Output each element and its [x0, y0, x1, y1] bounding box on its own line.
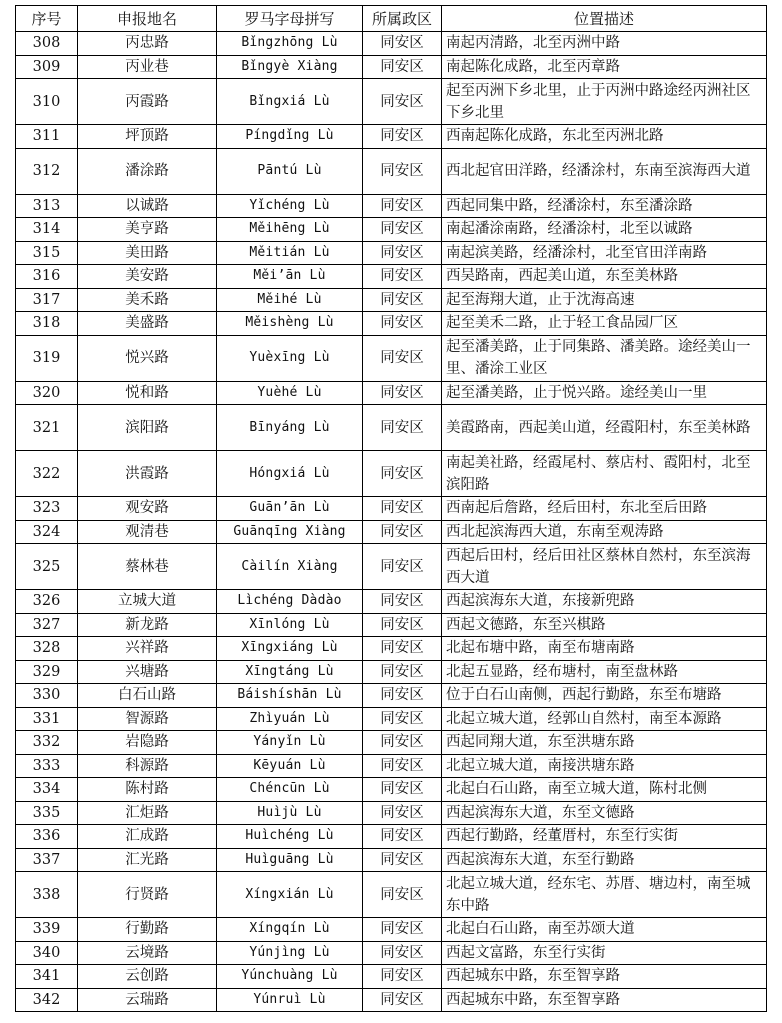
cell-serial-number: 325 — [16, 544, 78, 590]
cell-serial-number: 316 — [16, 265, 78, 289]
cell-location-description: 北起立城大道，南接洪塘东路 — [442, 754, 767, 778]
cell-location-description: 西起同翔大道，东至洪塘东路 — [442, 731, 767, 755]
cell-pinyin: Zhìyuán Lù — [217, 707, 363, 731]
cell-location-description: 西起滨海东大道，东接新兜路 — [442, 590, 767, 614]
cell-road-name: 蔡林巷 — [78, 544, 217, 590]
cell-pinyin: Pāntú Lù — [217, 148, 363, 194]
table-row — [16, 520, 767, 544]
cell-district: 同安区 — [363, 381, 442, 405]
table-row — [16, 241, 767, 265]
cell-district: 同安区 — [363, 451, 442, 497]
cell-serial-number: 321 — [16, 405, 78, 451]
cell-district: 同安区 — [363, 731, 442, 755]
cell-pinyin: Càilín Xiàng — [217, 544, 363, 590]
cell-pinyin: Kēyuán Lù — [217, 754, 363, 778]
cell-road-name: 云瑞路 — [78, 988, 217, 1012]
cell-serial-number: 341 — [16, 965, 78, 989]
cell-pinyin: Guānqīng Xiàng — [217, 520, 363, 544]
cell-serial-number: 313 — [16, 194, 78, 218]
cell-district: 同安区 — [363, 79, 442, 125]
cell-location-description: 起至美禾二路，止于轻工食品园厂区 — [442, 312, 767, 336]
cell-pinyin: Měihēng Lù — [217, 218, 363, 242]
cell-location-description: 西吴路南，西起美山道，东至美林路 — [442, 265, 767, 289]
cell-location-description: 南起潘涂南路，经潘涂村，北至以诚路 — [442, 218, 767, 242]
cell-road-name: 兴祥路 — [78, 637, 217, 661]
cell-road-name: 美亨路 — [78, 218, 217, 242]
cell-district: 同安区 — [363, 194, 442, 218]
cell-location-description: 西起文富路，东至行实街 — [442, 941, 767, 965]
cell-serial-number: 337 — [16, 848, 78, 872]
cell-location-description: 位于白石山南侧，西起行勤路，东至布塘路 — [442, 684, 767, 708]
cell-location-description: 西起城东中路，东至智享路 — [442, 965, 767, 989]
header-serial-number: 序号 — [16, 6, 78, 32]
cell-district: 同安区 — [363, 288, 442, 312]
cell-district: 同安区 — [363, 55, 442, 79]
table-row — [16, 848, 767, 872]
cell-serial-number: 336 — [16, 825, 78, 849]
cell-pinyin: Bǐngyè Xiàng — [217, 55, 363, 79]
cell-district: 同安区 — [363, 520, 442, 544]
cell-district: 同安区 — [363, 754, 442, 778]
cell-location-description: 北起立城大道，经东宅、苏厝、塘边村，南至城东中路 — [442, 872, 767, 918]
cell-district: 同安区 — [363, 965, 442, 989]
cell-district: 同安区 — [363, 941, 442, 965]
cell-road-name: 汇炬路 — [78, 801, 217, 825]
cell-pinyin: Měishèng Lù — [217, 312, 363, 336]
cell-location-description: 起至丙洲下乡北里，止于丙洲中路途经丙洲社区下乡北里 — [442, 79, 767, 125]
cell-serial-number: 326 — [16, 590, 78, 614]
cell-serial-number: 329 — [16, 660, 78, 684]
cell-district: 同安区 — [363, 825, 442, 849]
cell-serial-number: 340 — [16, 941, 78, 965]
cell-serial-number: 338 — [16, 872, 78, 918]
cell-road-name: 行勤路 — [78, 918, 217, 942]
table-header-row — [16, 6, 767, 32]
cell-serial-number: 311 — [16, 125, 78, 149]
cell-pinyin: Xīngtáng Lù — [217, 660, 363, 684]
table-row — [16, 148, 767, 194]
cell-road-name: 悦兴路 — [78, 335, 217, 381]
cell-serial-number: 323 — [16, 497, 78, 521]
cell-road-name: 美禾路 — [78, 288, 217, 312]
cell-serial-number: 322 — [16, 451, 78, 497]
cell-district: 同安区 — [363, 778, 442, 802]
table-row — [16, 637, 767, 661]
cell-location-description: 南起美社路，经霞尾村、蔡店村、霞阳村，北至滨阳路 — [442, 451, 767, 497]
cell-road-name: 新龙路 — [78, 613, 217, 637]
cell-location-description: 北起白石山路，南至苏颂大道 — [442, 918, 767, 942]
table-row — [16, 32, 767, 56]
cell-district: 同安区 — [363, 684, 442, 708]
road-name-table — [15, 5, 767, 1012]
cell-pinyin: Xīnlóng Lù — [217, 613, 363, 637]
cell-serial-number: 319 — [16, 335, 78, 381]
cell-location-description: 西南起陈化成路，东北至丙洲北路 — [442, 125, 767, 149]
table-row — [16, 707, 767, 731]
table-row — [16, 335, 767, 381]
cell-road-name: 滨阳路 — [78, 405, 217, 451]
cell-road-name: 丙霞路 — [78, 79, 217, 125]
cell-serial-number: 334 — [16, 778, 78, 802]
cell-serial-number: 332 — [16, 731, 78, 755]
cell-road-name: 观清巷 — [78, 520, 217, 544]
cell-road-name: 行贤路 — [78, 872, 217, 918]
cell-road-name: 悦和路 — [78, 381, 217, 405]
cell-district: 同安区 — [363, 241, 442, 265]
cell-serial-number: 331 — [16, 707, 78, 731]
cell-road-name: 丙忠路 — [78, 32, 217, 56]
cell-serial-number: 335 — [16, 801, 78, 825]
cell-pinyin: Xíngqín Lù — [217, 918, 363, 942]
table-row — [16, 218, 767, 242]
cell-location-description: 北起布塘中路，南至布塘南路 — [442, 637, 767, 661]
cell-location-description: 西起后田村，经后田社区蔡林自然村，东至滨海西大道 — [442, 544, 767, 590]
table-row — [16, 55, 767, 79]
cell-serial-number: 315 — [16, 241, 78, 265]
table-row — [16, 965, 767, 989]
header-district: 所属政区 — [363, 6, 442, 32]
cell-serial-number: 333 — [16, 754, 78, 778]
cell-district: 同安区 — [363, 544, 442, 590]
cell-pinyin: Měi’ān Lù — [217, 265, 363, 289]
cell-road-name: 美盛路 — [78, 312, 217, 336]
table-row — [16, 613, 767, 637]
table-row — [16, 825, 767, 849]
cell-location-description: 北起五显路，经布塘村，南至盘林路 — [442, 660, 767, 684]
header-road-name: 申报地名 — [78, 6, 217, 32]
cell-location-description: 起至潘美路，止于悦兴路。途经美山一里 — [442, 381, 767, 405]
cell-district: 同安区 — [363, 918, 442, 942]
table-row — [16, 405, 767, 451]
table-row — [16, 79, 767, 125]
cell-district: 同安区 — [363, 312, 442, 336]
cell-pinyin: Měihé Lù — [217, 288, 363, 312]
cell-location-description: 西起滨海东大道，东至行勤路 — [442, 848, 767, 872]
cell-location-description: 西起行勤路，经董厝村，东至行实街 — [442, 825, 767, 849]
cell-serial-number: 310 — [16, 79, 78, 125]
cell-road-name: 陈村路 — [78, 778, 217, 802]
cell-serial-number: 339 — [16, 918, 78, 942]
cell-location-description: 西北起滨海西大道，东南至观涛路 — [442, 520, 767, 544]
cell-road-name: 岩隐路 — [78, 731, 217, 755]
cell-road-name: 丙业巷 — [78, 55, 217, 79]
cell-road-name: 汇光路 — [78, 848, 217, 872]
cell-road-name: 立城大道 — [78, 590, 217, 614]
table-row — [16, 590, 767, 614]
cell-road-name: 潘涂路 — [78, 148, 217, 194]
cell-pinyin: Chéncūn Lù — [217, 778, 363, 802]
cell-pinyin: Yúnjìng Lù — [217, 941, 363, 965]
cell-district: 同安区 — [363, 148, 442, 194]
cell-road-name: 洪霞路 — [78, 451, 217, 497]
cell-location-description: 美霞路南，西起美山道，经霞阳村，东至美林路 — [442, 405, 767, 451]
cell-road-name: 观安路 — [78, 497, 217, 521]
table-row — [16, 988, 767, 1012]
cell-pinyin: Báishíshān Lù — [217, 684, 363, 708]
cell-location-description: 西起文德路，东至兴棋路 — [442, 613, 767, 637]
cell-district: 同安区 — [363, 707, 442, 731]
cell-pinyin: Xīngxiáng Lù — [217, 637, 363, 661]
cell-district: 同安区 — [363, 613, 442, 637]
table-row — [16, 754, 767, 778]
table-row — [16, 918, 767, 942]
cell-road-name: 坪顶路 — [78, 125, 217, 149]
cell-district: 同安区 — [363, 988, 442, 1012]
table-row — [16, 497, 767, 521]
table-row — [16, 194, 767, 218]
table-row — [16, 872, 767, 918]
table-row — [16, 125, 767, 149]
cell-road-name: 云创路 — [78, 965, 217, 989]
table-row — [16, 288, 767, 312]
header-location-description: 位置描述 — [442, 6, 767, 32]
cell-location-description: 南起陈化成路，北至丙章路 — [442, 55, 767, 79]
table-row — [16, 451, 767, 497]
cell-serial-number: 328 — [16, 637, 78, 661]
cell-serial-number: 327 — [16, 613, 78, 637]
cell-road-name: 美安路 — [78, 265, 217, 289]
cell-pinyin: Yǐchéng Lù — [217, 194, 363, 218]
cell-location-description: 西起滨海东大道，东至文德路 — [442, 801, 767, 825]
cell-serial-number: 308 — [16, 32, 78, 56]
cell-road-name: 白石山路 — [78, 684, 217, 708]
cell-serial-number: 330 — [16, 684, 78, 708]
cell-pinyin: Hóngxiá Lù — [217, 451, 363, 497]
cell-location-description: 起至海翔大道，止于沈海高速 — [442, 288, 767, 312]
header-pinyin: 罗马字母拼写 — [217, 6, 363, 32]
cell-district: 同安区 — [363, 32, 442, 56]
cell-district: 同安区 — [363, 801, 442, 825]
cell-serial-number: 312 — [16, 148, 78, 194]
cell-pinyin: Huìchéng Lù — [217, 825, 363, 849]
cell-road-name: 云境路 — [78, 941, 217, 965]
cell-location-description: 北起白石山路，南至立城大道，陈村北侧 — [442, 778, 767, 802]
table-row — [16, 544, 767, 590]
cell-district: 同安区 — [363, 125, 442, 149]
table-row — [16, 941, 767, 965]
cell-pinyin: Lìchéng Dàdào — [217, 590, 363, 614]
cell-road-name: 以诚路 — [78, 194, 217, 218]
cell-road-name: 美田路 — [78, 241, 217, 265]
cell-district: 同安区 — [363, 848, 442, 872]
cell-serial-number: 324 — [16, 520, 78, 544]
cell-location-description: 南起滨美路，经潘涂村，北至官田洋南路 — [442, 241, 767, 265]
cell-location-description: 西起同集中路，经潘涂村，东至潘涂路 — [442, 194, 767, 218]
cell-road-name: 科源路 — [78, 754, 217, 778]
cell-pinyin: Bīnyáng Lù — [217, 405, 363, 451]
cell-district: 同安区 — [363, 497, 442, 521]
cell-pinyin: Yuèxīng Lù — [217, 335, 363, 381]
cell-pinyin: Huìjù Lù — [217, 801, 363, 825]
cell-pinyin: Yányǐn Lù — [217, 731, 363, 755]
cell-road-name: 汇成路 — [78, 825, 217, 849]
table-row — [16, 684, 767, 708]
cell-road-name: 兴塘路 — [78, 660, 217, 684]
cell-district: 同安区 — [363, 660, 442, 684]
cell-serial-number: 317 — [16, 288, 78, 312]
cell-location-description: 西北起官田洋路，经潘涂村，东南至滨海西大道 — [442, 148, 767, 194]
cell-district: 同安区 — [363, 637, 442, 661]
table-row — [16, 660, 767, 684]
table-row — [16, 801, 767, 825]
table-row — [16, 265, 767, 289]
cell-road-name: 智源路 — [78, 707, 217, 731]
road-name-document — [15, 5, 767, 1012]
cell-location-description: 起至潘美路，止于同集路、潘美路。途经美山一里、潘涂工业区 — [442, 335, 767, 381]
cell-pinyin: Bǐngzhōng Lù — [217, 32, 363, 56]
cell-serial-number: 309 — [16, 55, 78, 79]
cell-district: 同安区 — [363, 265, 442, 289]
table-row — [16, 731, 767, 755]
cell-district: 同安区 — [363, 872, 442, 918]
cell-district: 同安区 — [363, 335, 442, 381]
cell-pinyin: Yúnruì Lù — [217, 988, 363, 1012]
cell-location-description: 西南起后詹路，经后田村，东北至后田路 — [442, 497, 767, 521]
cell-district: 同安区 — [363, 218, 442, 242]
cell-pinyin: Píngdǐng Lù — [217, 125, 363, 149]
cell-district: 同安区 — [363, 590, 442, 614]
table-row — [16, 381, 767, 405]
cell-pinyin: Yúnchuàng Lù — [217, 965, 363, 989]
cell-serial-number: 320 — [16, 381, 78, 405]
cell-serial-number: 342 — [16, 988, 78, 1012]
cell-location-description: 北起立城大道，经郭山自然村，南至本源路 — [442, 707, 767, 731]
cell-pinyin: Bǐngxiá Lù — [217, 79, 363, 125]
cell-location-description: 南起丙清路，北至丙洲中路 — [442, 32, 767, 56]
cell-pinyin: Guān’ān Lù — [217, 497, 363, 521]
cell-district: 同安区 — [363, 405, 442, 451]
cell-serial-number: 314 — [16, 218, 78, 242]
table-row — [16, 312, 767, 336]
cell-serial-number: 318 — [16, 312, 78, 336]
cell-pinyin: Huìguāng Lù — [217, 848, 363, 872]
table-row — [16, 778, 767, 802]
cell-location-description: 西起城东中路，东至智享路 — [442, 988, 767, 1012]
cell-pinyin: Měitián Lù — [217, 241, 363, 265]
cell-pinyin: Yuèhé Lù — [217, 381, 363, 405]
cell-pinyin: Xíngxián Lù — [217, 872, 363, 918]
